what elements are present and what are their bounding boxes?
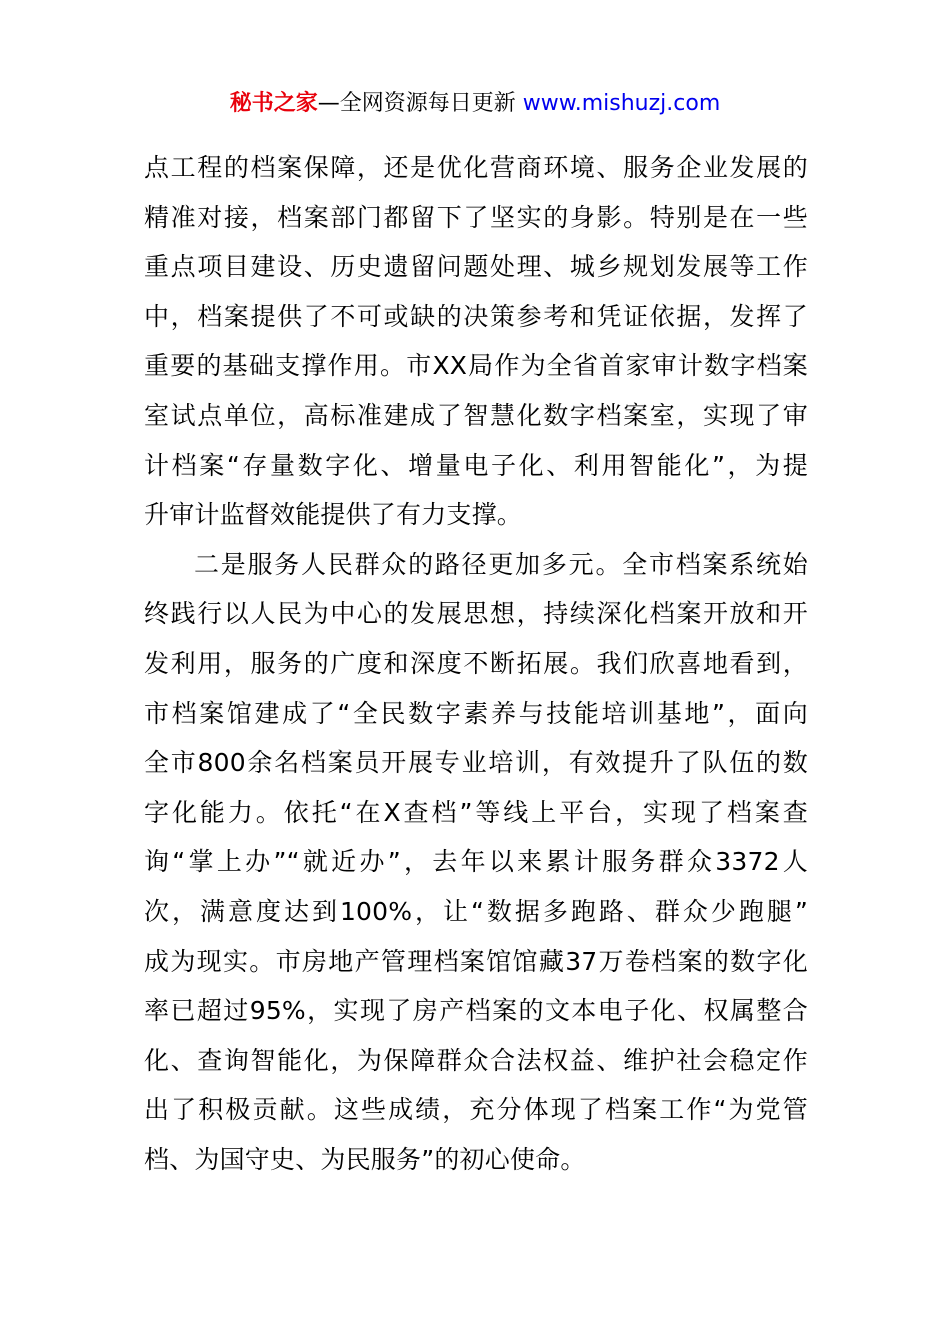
paragraph-1 bbox=[144, 143, 808, 540]
paragraph-line: 字化能力。依托“在X查档”等线上平台，实现了档案查 bbox=[144, 797, 808, 827]
document-body bbox=[144, 143, 808, 1184]
paragraph-line: 升审计监督效能提供了有力支撑。 bbox=[144, 500, 523, 530]
paragraph-line: 率已超过95%，实现了房产档案的文本电子化、权属整合 bbox=[144, 996, 808, 1026]
paragraph-2 bbox=[144, 540, 808, 1185]
paragraph-line: 计档案“存量数字化、增量电子化、利用智能化”，为提 bbox=[144, 450, 808, 480]
paragraph-line: 发利用，服务的广度和深度不断拓展。我们欣喜地看到， bbox=[144, 648, 808, 678]
paragraph-line: 化、查询智能化，为保障群众合法权益、维护社会稳定作 bbox=[144, 1045, 808, 1075]
paragraph-line: 次，满意度达到100%，让“数据多跑路、群众少跑腿” bbox=[144, 896, 808, 926]
paragraph-line: 终践行以人民为中心的发展思想，持续深化档案开放和开 bbox=[144, 599, 808, 629]
site-brand: 秘书之家 bbox=[229, 91, 318, 116]
paragraph-line: 重要的基础支撑作用。市XX局作为全省首家审计数字档案 bbox=[144, 351, 808, 381]
paragraph-line: 全市800余名档案员开展专业培训，有效提升了队伍的数 bbox=[144, 748, 808, 778]
paragraph-line: 档、为国守史、为民服务”的初心使命。 bbox=[144, 1144, 586, 1174]
paragraph-line: 点工程的档案保障，还是优化营商环境、服务企业发展的 bbox=[144, 153, 808, 182]
header-dash: — bbox=[317, 91, 340, 116]
site-url-link[interactable]: www.mishuzj.com bbox=[522, 91, 721, 116]
paragraph-line: 二是服务人民群众的路径更加多元。全市档案系统始 bbox=[194, 549, 808, 579]
paragraph-line: 重点项目建设、历史遗留问题处理、城乡规划发展等工作 bbox=[144, 252, 808, 282]
paragraph-line: 成为现实。市房地产管理档案馆馆藏37万卷档案的数字化 bbox=[144, 946, 808, 976]
site-header bbox=[0, 86, 950, 122]
paragraph-line: 出了积极贡献。这些成绩，充分体现了档案工作“为党管 bbox=[144, 1095, 808, 1125]
paragraph-line: 室试点单位，高标准建成了智慧化数字档案室，实现了审 bbox=[144, 400, 808, 430]
paragraph-line: 询“掌上办”“就近办”，去年以来累计服务群众3372人 bbox=[144, 847, 808, 877]
paragraph-line: 精准对接，档案部门都留下了坚实的身影。特别是在一些 bbox=[144, 202, 808, 232]
paragraph-line: 中，档案提供了不可或缺的决策参考和凭证依据，发挥了 bbox=[144, 301, 808, 331]
header-tagline: 全网资源每日更新 bbox=[339, 91, 516, 116]
paragraph-line: 市档案馆建成了“全民数字素养与技能培训基地”，面向 bbox=[144, 698, 808, 728]
